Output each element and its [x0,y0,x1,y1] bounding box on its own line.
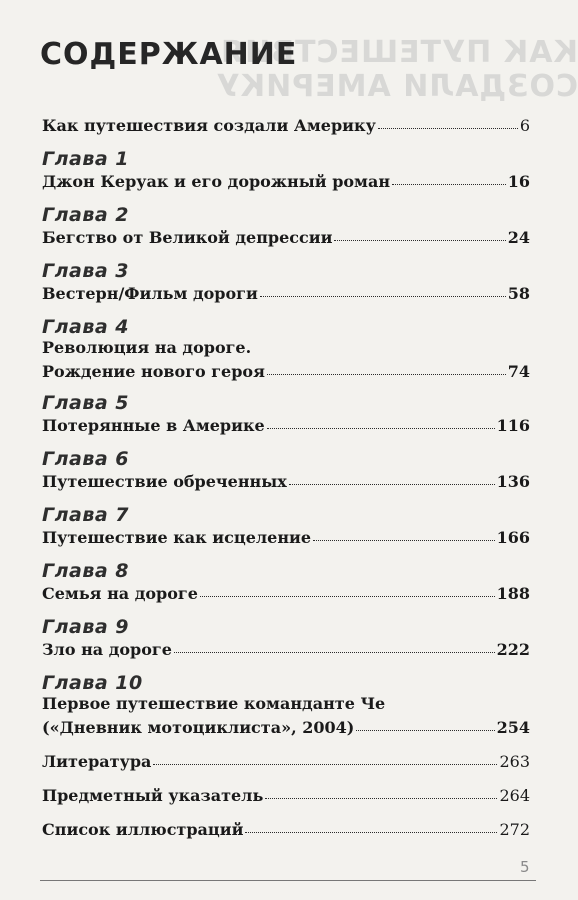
toc-entry-chapter-5[interactable] [42,416,530,436]
dot-leader [174,651,495,653]
entry-title-line: Революция на дороге. [42,338,252,357]
chapter-label: Глава 2 [42,204,130,226]
entry-title: Список иллюстраций [42,820,244,839]
toc-entry-chapter-8[interactable] [42,584,530,604]
footer-rule [40,880,536,881]
entry-title: Зло на дороге [42,640,172,659]
dot-leader [260,295,506,297]
page-number: 136 [496,472,530,491]
page-number-folio: 5 [520,858,530,876]
page-number: 24 [507,228,530,247]
toc-entry-subject-index[interactable] [42,786,530,806]
dot-leader [378,127,518,129]
page-number: 74 [507,362,530,381]
entry-title: Литература [42,752,152,771]
page-number: 264 [499,786,530,805]
entry-title: Путешествие как исцеление [42,528,312,547]
toc-entry-chapter-4[interactable] [42,362,530,382]
page-number: 272 [499,820,530,839]
entry-title: Бегство от Великой депрессии [42,228,333,247]
chapter-label: Глава 4 [42,316,130,338]
entry-title: Семья на дороге [42,584,198,603]
page-number: 6 [519,116,530,135]
chapter-label: Глава 8 [42,560,130,582]
page-number: 263 [499,752,530,771]
page-number: 116 [496,416,530,435]
entry-title: Вестерн/Фильм дороги [42,284,258,303]
page-number: 188 [496,584,530,603]
toc-entry-intro[interactable] [42,116,530,136]
dot-leader [267,427,495,429]
dot-leader [313,539,495,541]
show-through-line: СОЗДАЛИ АМЕРИКУ [215,69,578,104]
dot-leader [392,183,506,185]
dot-leader [289,483,495,485]
dot-leader [245,831,497,833]
page-number: 166 [496,528,530,547]
page-title: СОДЕРЖАНИЕ [40,37,298,72]
toc-entry-illustrations[interactable] [42,820,530,840]
chapter-label: Глава 1 [42,148,130,170]
entry-title: («Дневник мотоциклиста», 2004) [42,718,355,737]
entry-title-line: Первое путешествие команданте Че [42,694,386,713]
dot-leader [200,595,495,597]
toc-entry-chapter-6[interactable] [42,472,530,492]
toc-entry-chapter-10[interactable] [42,718,530,738]
chapter-label: Глава 6 [42,448,130,470]
toc-entry-chapter-3[interactable] [42,284,530,304]
entry-title: Как путешествия создали Америку [42,116,376,135]
page-number: 16 [507,172,530,191]
page-number: 58 [507,284,530,303]
entry-title: Предметный указатель [42,786,264,805]
dot-leader [356,729,494,731]
dot-leader [334,239,505,241]
page-number: 254 [496,718,530,737]
chapter-label: Глава 3 [42,260,130,282]
dot-leader [153,763,497,765]
page-number: 222 [496,640,530,659]
toc-entry-literature[interactable] [42,752,530,772]
entry-title: Путешествие обреченных [42,472,287,491]
dot-leader [265,797,497,799]
entry-title: Рождение нового героя [42,362,265,381]
dot-leader [267,373,506,375]
show-through-line: КАК ПУТЕШЕСТВИЯ [219,35,578,70]
chapter-label: Глава 9 [42,616,130,638]
chapter-label: Глава 10 [42,672,143,694]
toc-entry-chapter-1[interactable] [42,172,530,192]
entry-title: Потерянные в Америке [42,416,265,435]
toc-entry-chapter-2[interactable] [42,228,530,248]
chapter-label: Глава 7 [42,504,130,526]
toc-entry-chapter-9[interactable] [42,640,530,660]
entry-title: Джон Керуак и его дорожный роман [42,172,391,191]
chapter-label: Глава 5 [42,392,130,414]
toc-entry-chapter-7[interactable] [42,528,530,548]
